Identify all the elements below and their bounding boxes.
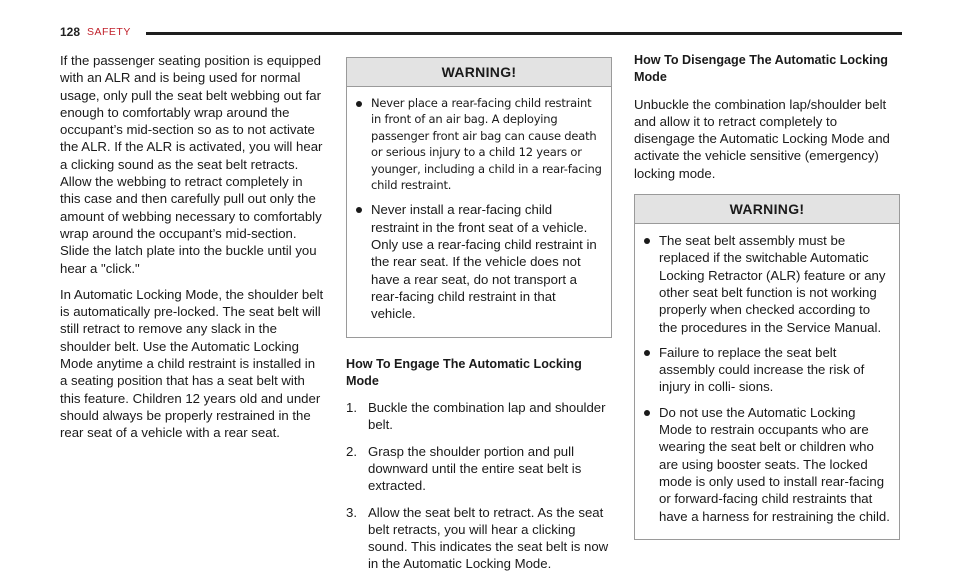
step-item: 3. Allow the seat belt to retract. As the seat belt retracts, you will hear a clicking sound. This indicates the seat belt is now in the Automatic Locking Mode. (346, 504, 609, 572)
column-left (60, 52, 326, 451)
section-title: SAFETY (87, 26, 131, 38)
warning-item: Never install a rear-facing child restraint in the front seat of a vehicle. Only use a rear-facing child restraint in the rear seat. If the vehicle does not have a rear seat, do not transport a rear-facing child restraint in that vehicle. (355, 201, 603, 322)
heading-engage: How To Engage The Automatic Locking Mode (346, 356, 582, 388)
step-item: 1. Buckle the combination lap and shoulder belt. (346, 400, 606, 433)
bullet-icon (356, 207, 362, 213)
paragraph-automatic-locking: In Automatic Locking Mode, the shoulder belt is automatically pre-locked. The seat belt will still retract to remove any slack in the shoulder belt. Use the Automatic Locking Mode anytime a child restraint is installed in a seating position that has a seat belt with this feature. Children 12 years old and under should always be properly restrained in the rear seat of a vehicle with a rear seat. (60, 286, 324, 441)
page-number: 128 (60, 25, 81, 39)
bullet-icon (644, 238, 650, 244)
paragraph-alr-usage: If the passenger seating position is equipped with an ALR and is being used for normal usage, only pull the seat belt webbing out far enough to comfortably wrap around the occupant’s mid-section so as to not activate the ALR. If the ALR is activated, you will hear a clicking sound as the seat belt retracts. Allow the webbing to retract completely in this case and then carefully pull out only the amount of webbing necessary to comfortably wrap around the occupant’s mid-section. Slide the latch plate into the buckle until you hear a "click." (60, 53, 323, 276)
warning-list (347, 87, 611, 337)
header-rule (146, 32, 902, 35)
column-right (634, 52, 900, 540)
column-middle (346, 52, 612, 582)
engage-steps (346, 399, 612, 573)
bullet-icon (356, 101, 362, 107)
heading-disengage: How To Disengage The Automatic Locking Mode (634, 53, 888, 85)
warning-title: WARNING! (347, 58, 611, 87)
warning-title: WARNING! (635, 195, 899, 224)
paragraph-disengage: Unbuckle the combination lap/shoulder belt and allow it to retract completely to disengage the Automatic Locking Mode and activate the vehicle sensitive (emergency) locking mode. (634, 96, 890, 181)
warning-item: The seat belt assembly must be replaced if the switchable Automatic Locking Retractor (ALR) feature or any other seat belt function is not working properly when checked according to the procedures in the Service Manual. (643, 232, 891, 336)
warning-box-seatbelt (634, 194, 900, 540)
bullet-icon (644, 410, 650, 416)
warning-box-airbag (346, 57, 612, 338)
warning-item: Do not use the Automatic Locking Mode to restrain occupants who are wearing the seat belt or children who are using booster seats. The locked mode is only used to install rear-facing or forward-facing child restraints that have a harness for restraining the child. (643, 404, 891, 525)
step-item: 2. Grasp the shoulder portion and pull downward until the entire seat belt is extracted. (346, 443, 582, 494)
warning-item: Never place a rear-facing child restraint in front of an air bag. A deploying passenger front air bag can cause death or serious injury to a child 12 years or younger, including a child in a rear-facing child restraint. (355, 95, 603, 193)
page-header (60, 22, 902, 42)
warning-item: Failure to replace the seat belt assembly could increase the risk of injury in colli- sions. (643, 344, 891, 396)
bullet-icon (644, 350, 650, 356)
warning-list (635, 224, 899, 539)
